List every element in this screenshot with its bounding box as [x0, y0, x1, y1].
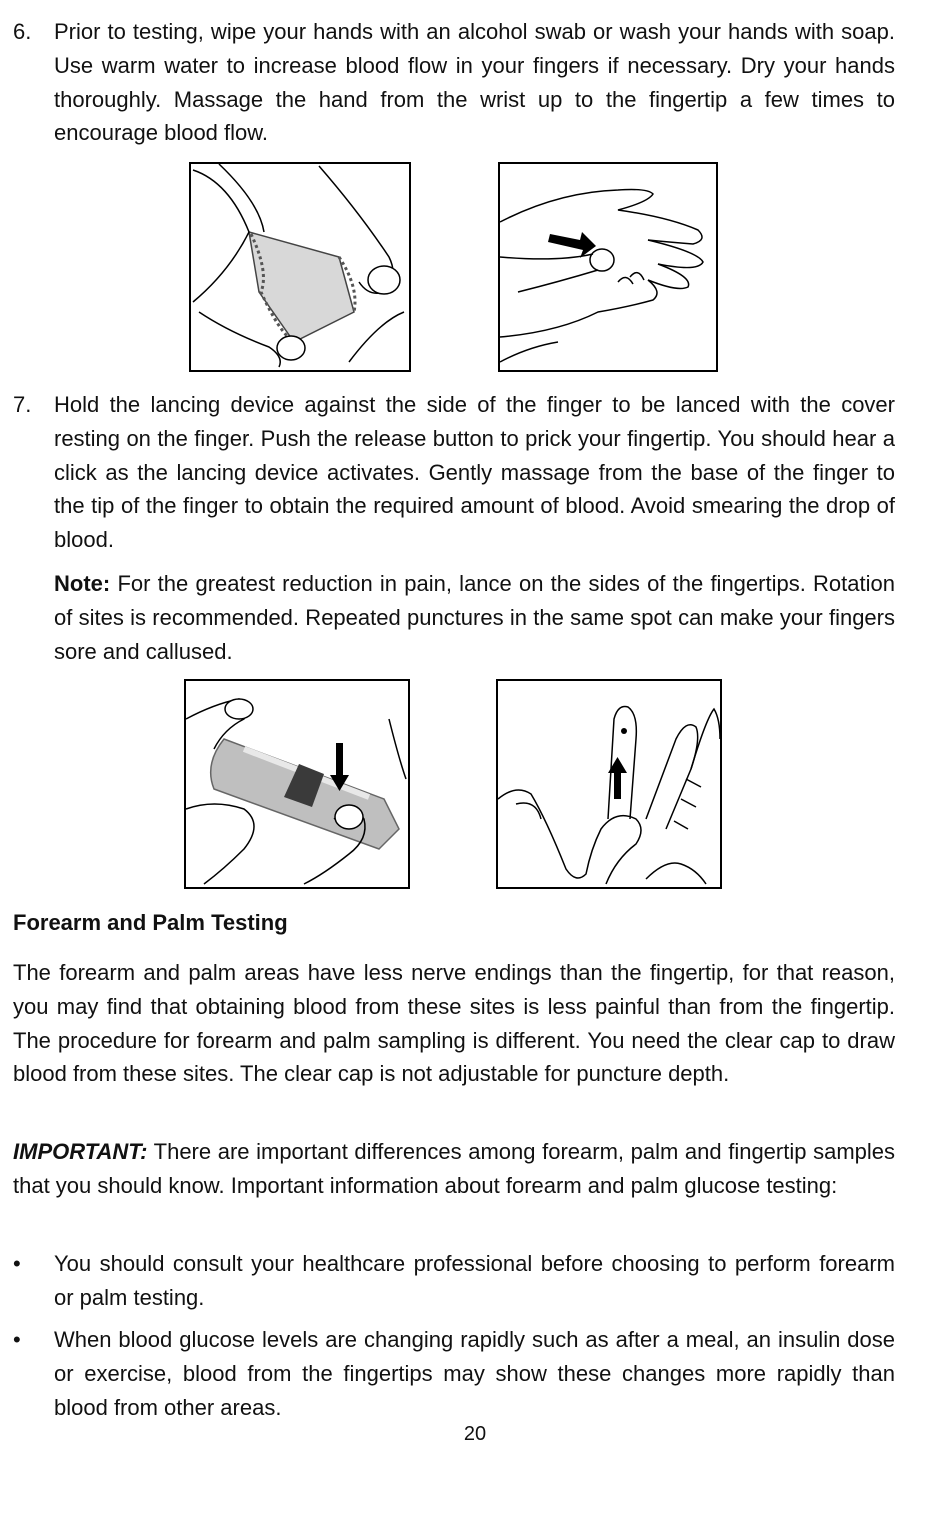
section-heading: Forearm and Palm Testing — [13, 910, 288, 935]
step-text: Prior to testing, wipe your hands with an alcohol swab or wash your hands with soap. Use warm water to increase blood flow in your fingers if necessary. Dry your hands thoroughly. Massage the hand from the wrist up to the fingertip a few times to encourage blood flow. — [54, 19, 895, 146]
step-6 — [13, 15, 895, 150]
figure-massage-hand — [498, 162, 718, 372]
bullet-symbol: • — [13, 1327, 21, 1352]
figure-lancing-device — [184, 679, 410, 889]
important-label: IMPORTANT: — [13, 1139, 148, 1164]
step-number: 7. — [13, 392, 32, 417]
bullet-item — [13, 1247, 895, 1315]
finger-drop-illustration — [496, 679, 722, 889]
section-paragraph: The forearm and palm areas have less nerve endings than the fingertip, for that reason, you may find that obtaining blood from these sites is less painful than from the fingertip. The procedure for forearm and palm sampling is different. You need the clear cap to draw blood from these sites. The clear cap is not adjustable for puncture depth. — [13, 960, 895, 1087]
figure-wipe-hands — [189, 162, 411, 372]
note-paragraph — [54, 567, 895, 668]
step-number: 6. — [13, 19, 32, 44]
step-7 — [13, 388, 895, 557]
bullet-item — [13, 1323, 895, 1424]
figure-finger-drop — [496, 679, 722, 889]
massage-hand-illustration — [498, 162, 718, 372]
lancing-device-illustration — [184, 679, 410, 889]
note-text: For the greatest reduction in pain, lance on the sides of the fingertips. Rotation of sites is recommended. Repeated punctures in the same spot can make your fingers sore and callused. — [54, 571, 895, 664]
bullet-text: You should consult your healthcare professional before choosing to perform forearm or palm testing. — [54, 1251, 895, 1310]
important-paragraph — [13, 1135, 895, 1203]
bullet-text: When blood glucose levels are changing rapidly such as after a meal, an insulin dose or exercise, blood from the fingertips may show these changes more rapidly than blood from other areas. — [54, 1327, 895, 1420]
note-label: Note: — [54, 571, 111, 596]
important-text: There are important differences among forearm, palm and fingertip samples that you should know. Important information about forearm and palm glucose testing: — [13, 1139, 895, 1198]
page-number: 20 — [463, 1423, 487, 1445]
bullet-symbol: • — [13, 1251, 21, 1276]
wipe-hands-illustration — [189, 162, 411, 372]
step-text: Hold the lancing device against the side of the finger to be lanced with the cover resting on the finger. Push the release button to prick your fingertip. You should hear a click as the lancing device activates. Gently massage from the base of the finger to the tip of the finger to obtain the required amount of blood. Avoid smearing the drop of blood. — [54, 392, 895, 553]
